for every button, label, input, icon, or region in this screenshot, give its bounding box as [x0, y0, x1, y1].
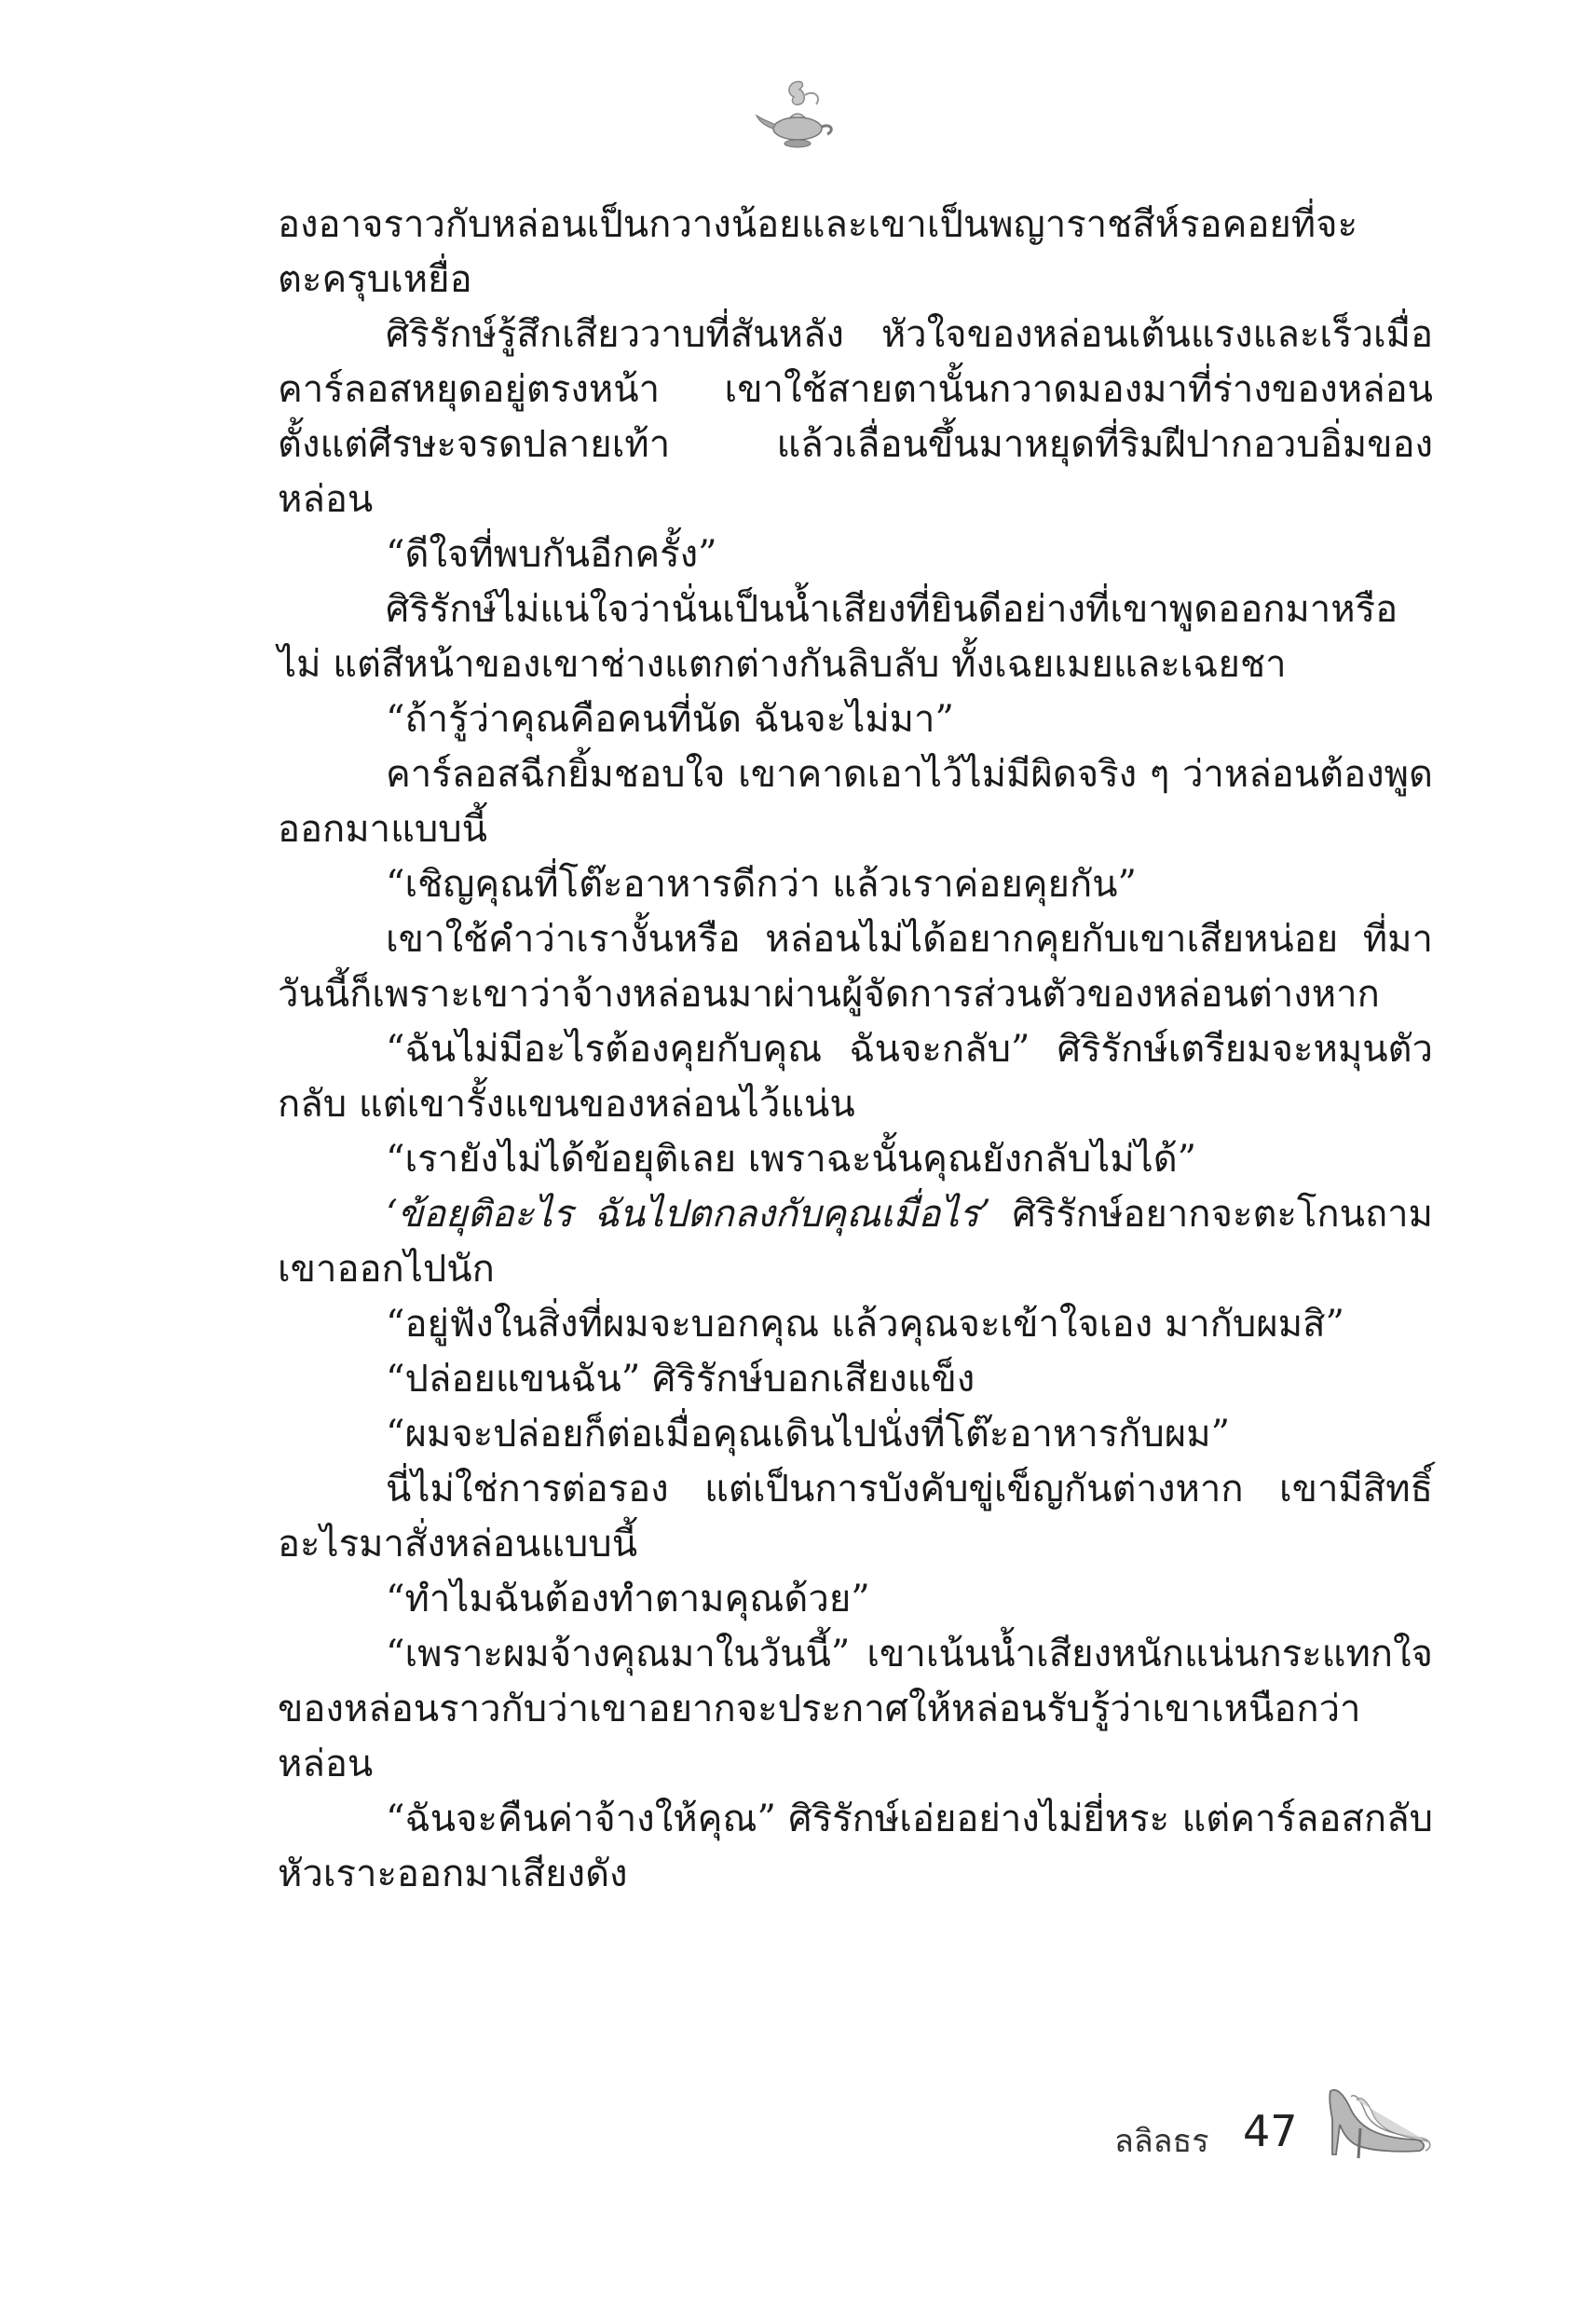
- footer-author: ลลิลธร: [1114, 2123, 1209, 2160]
- paragraph-2: ศิริรักษ์รู้สึกเสียววาบที่สันหลัง หัวใจของหล่อนเต้นแรงและเร็วเมื่อคาร์ลอสหยุดอยู่ตรงหน้า เขาใช้สายตานั้นกวาดมองมาที่ร่างของหล่อนตั้งแต่ศีรษะจรดปลายเท้า แล้วเลื่อนขึ้นมาหยุดที่ริมฝีปากอวบอิ่มของหล่อน: [278, 313, 1433, 521]
- paragraph-17: “เพราะผมจ้างคุณมาในวันนี้” เขาเน้นน้ำเสียงหนักแน่นกระแทกใจของหล่อนราวกับว่าเขาอยากจะประกาศให้หล่อนรับรู้ว่าเขาเหนือกว่าหล่อน: [278, 1633, 1433, 1785]
- paragraph-3: “ดีใจที่พบกันอีกครั้ง”: [386, 533, 717, 576]
- paragraph-4: ศิริรักษ์ไม่แน่ใจว่านั่นเป็นน้ำเสียงที่ยินดีอย่างที่เขาพูดออกมาหรือไม่ แต่สีหน้าของเขาช่างแตกต่างกันลิบลับ ทั้งเฉยเมยและเฉยชา: [278, 588, 1398, 686]
- paragraph-1: องอาจราวกับหล่อนเป็นกวางน้อยและเขาเป็นพญาราชสีห์รอคอยที่จะตะครุบเหยื่อ: [278, 203, 1358, 301]
- page-number: 47: [1243, 2106, 1298, 2156]
- paragraph-13: “ปล่อยแขนฉัน” ศิริรักษ์บอกเสียงแข็ง: [386, 1358, 975, 1401]
- paragraph-7: “เชิญคุณที่โต๊ะอาหารดีกว่า แล้วเราค่อยคุยกัน”: [386, 863, 1137, 906]
- paragraph-11-tail: เขาออกไปนัก: [278, 1248, 495, 1291]
- paragraph-9: “ฉันไม่มีอะไรต้องคุยกับคุณ ฉันจะกลับ” ศิริรักษ์เตรียมจะหมุนตัวกลับ แต่เขารั้งแขนของหล่อนไว้แน่น: [278, 1028, 1433, 1126]
- paragraph-14: “ผมจะปล่อยก็ต่อเมื่อคุณเดินไปนั่งที่โต๊ะอาหารกับผม”: [386, 1413, 1231, 1456]
- paragraph-6: คาร์ลอสฉีกยิ้มชอบใจ เขาคาดเอาไว้ไม่มีผิดจริง ๆ ว่าหล่อนต้องพูดออกมาแบบนี้: [278, 753, 1433, 851]
- paragraph-8: เขาใช้คำว่าเรางั้นหรือ หล่อนไม่ได้อยากคุยกับเขาเสียหน่อย ที่มาวันนี้ก็เพราะเขาว่าจ้างหล่อนมาผ่านผู้จัดการส่วนตัวของหล่อนต่างหาก: [278, 918, 1433, 1016]
- high-heel-shoe-icon: [1323, 2072, 1435, 2162]
- paragraph-15: นี่ไม่ใช่การต่อรอง แต่เป็นการบังคับขู่เข็ญกันต่างหาก เขามีสิทธิ์อะไรมาสั่งหล่อนแบบนี้: [278, 1468, 1433, 1566]
- paragraph-11: [278, 1187, 1433, 1297]
- magic-lamp-icon: [753, 75, 842, 164]
- paragraph-10: “เรายังไม่ได้ข้อยุติเลย เพราฉะนั้นคุณยังกลับไม่ได้”: [386, 1138, 1197, 1181]
- paragraph-16: “ทำไมฉันต้องทำตามคุณด้วย”: [386, 1578, 870, 1620]
- italic-thought: ‘ข้อยุติอะไร ฉันไปตกลงกับคุณเมื่อไร’: [386, 1193, 991, 1236]
- paragraph-18: “ฉันจะคืนค่าจ้างให้คุณ” ศิริรักษ์เอ่ยอย่างไม่ยี่หระ แต่คาร์ลอสกลับหัวเราะออกมาเสียงดัง: [278, 1798, 1433, 1895]
- body-text: [278, 198, 1433, 1902]
- paragraph-12: “อยู่ฟังในสิ่งที่ผมจะบอกคุณ แล้วคุณจะเข้าใจเอง มากับผมสิ”: [386, 1303, 1344, 1346]
- paragraph-11-lead-rest: ศิริรักษ์อยากจะตะโกนถาม: [990, 1193, 1434, 1236]
- paragraph-5: “ถ้ารู้ว่าคุณคือคนที่นัด ฉันจะไม่มา”: [386, 698, 954, 741]
